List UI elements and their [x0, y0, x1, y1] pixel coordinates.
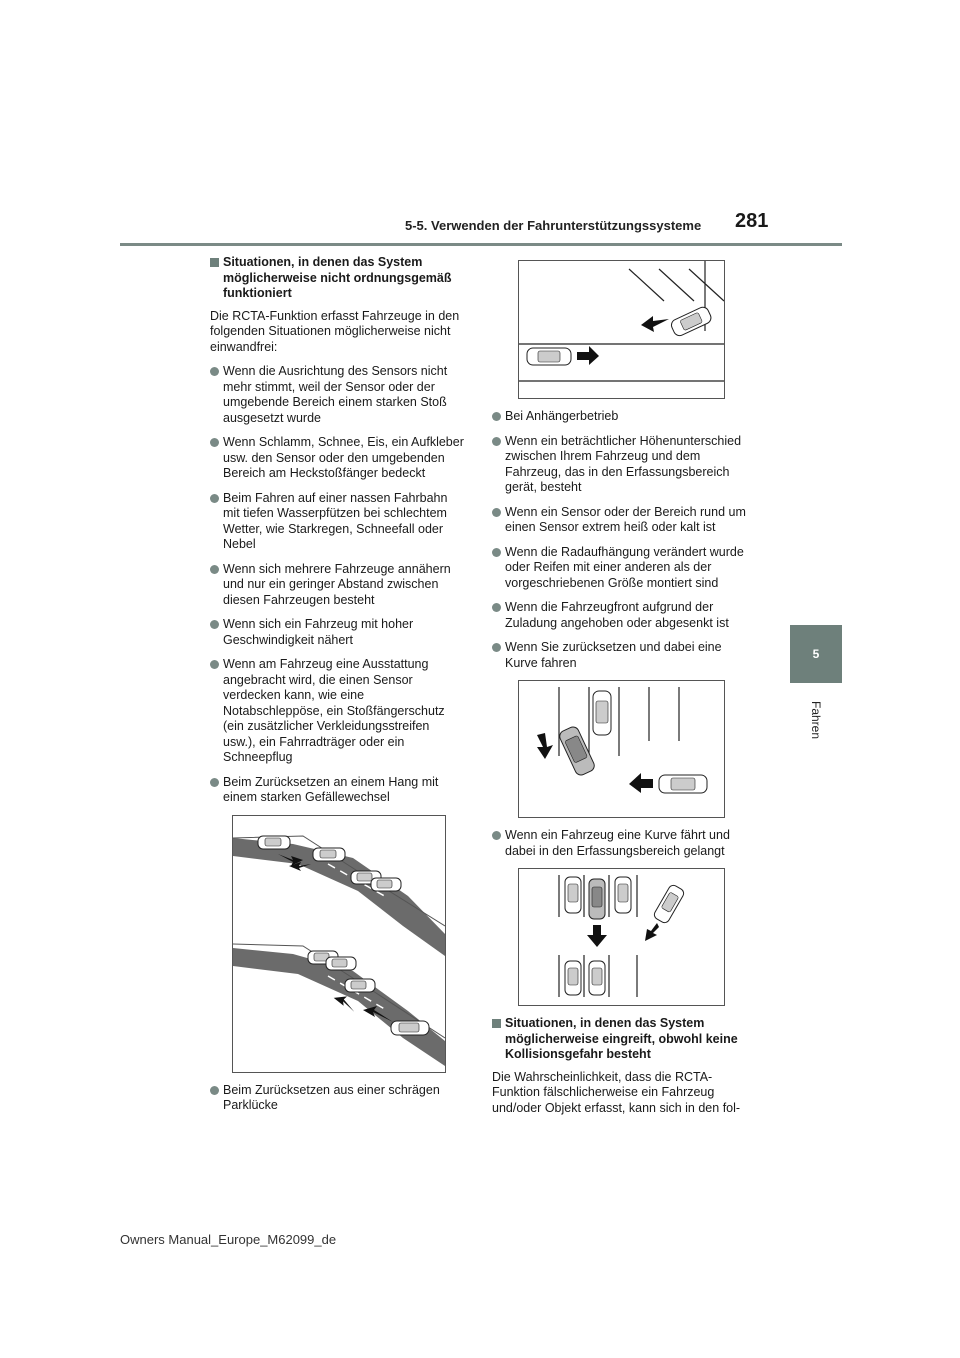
list-item-text: Bei Anhängerbetrieb [505, 409, 619, 423]
bullet-dot-icon [492, 643, 501, 652]
parking-line [689, 269, 724, 301]
bullet-dot-icon [210, 620, 219, 629]
chapter-tab[interactable]: 5 [790, 625, 842, 683]
chapter-label-text: Fahren [809, 700, 823, 740]
bullet-dot-icon [210, 494, 219, 503]
list-item-text: Wenn sich mehrere Fahrzeuge annähern und nur ein geringer Abstand zwischen diesen Fahrzeugen besteht [223, 561, 451, 607]
section-heading-false-alarm [492, 1016, 747, 1063]
curve-reverse-illustration [518, 680, 725, 818]
car-icon [558, 725, 596, 777]
running-header-title: 5-5. Verwenden der Fahrunterstützungssysteme [405, 218, 702, 233]
turning-vehicle-diagram [519, 869, 724, 1005]
bullet-dot-icon [210, 565, 219, 574]
car-icon [258, 836, 290, 849]
list-item [492, 640, 747, 671]
list-item [210, 775, 465, 806]
bullet-dot-icon [210, 660, 219, 669]
parking-line [659, 269, 694, 301]
bullet-dot-icon [492, 412, 501, 421]
list-item-text: Wenn Schlamm, Schnee, Eis, ein Aufkleber usw. den Sensor oder den umgebenden Bereich am Heckstoßfänger bedeckt [223, 435, 464, 480]
curve-reverse-diagram [519, 681, 724, 817]
section-heading-malfunction [210, 255, 465, 302]
list-item-text: Wenn die Radaufhängung verändert wurde oder Reifen mit einer anderen als der vorgeschriebenen Größe montiert sind [505, 544, 744, 590]
car-icon [615, 877, 631, 913]
car-icon [669, 305, 712, 337]
section-heading-text: Situationen, in denen das System möglicherweise nicht ordnungsgemäß funktioniert [223, 255, 452, 300]
list-item-text: Wenn Sie zurücksetzen und dabei eine Kurve fahren [505, 640, 722, 670]
chapter-label [790, 692, 842, 752]
car-icon [391, 1021, 429, 1035]
list-item [492, 409, 747, 425]
bullet-dot-icon [210, 438, 219, 447]
list-item-text: Wenn sich ein Fahrzeug mit hoher Geschwindigkeit nähert [223, 617, 414, 647]
list-item [210, 1083, 465, 1114]
parking-line [629, 269, 664, 301]
list-item-text: Beim Zurücksetzen an einem Hang mit einem starken Gefällewechsel [223, 774, 439, 804]
list-item [210, 562, 465, 609]
square-bullet-icon [492, 1019, 501, 1028]
angled-parking-illustration [518, 260, 725, 399]
arrow-icon [645, 923, 659, 941]
bullet-dot-icon [492, 508, 501, 517]
slope-diagram [233, 816, 445, 1072]
bullet-dot-icon [210, 367, 219, 376]
arrow-icon [641, 316, 669, 332]
car-icon [589, 879, 605, 919]
arrow-icon [629, 773, 653, 793]
square-bullet-icon [210, 258, 219, 267]
header-rule [120, 243, 842, 246]
arrow-icon [537, 733, 553, 759]
right-column [492, 260, 747, 1125]
car-icon [593, 691, 611, 735]
car-icon [565, 877, 581, 913]
list-item [210, 435, 465, 482]
list-item [492, 434, 747, 496]
bullet-dot-icon [210, 778, 219, 787]
bullet-dot-icon [492, 831, 501, 840]
left-column [210, 255, 465, 1123]
false-alarm-paragraph: Die Wahrscheinlichkeit, dass die RCTA-Funktion fälschlicherweise ein Fahrzeug und/oder Objekt erfasst, kann sich in den fol- [492, 1069, 741, 1115]
list-item [210, 364, 465, 426]
angled-parking-diagram [519, 261, 724, 398]
section-heading-text: Situationen, in denen das System möglicherweise eingreift, obwohl keine Kollisionsgefahr besteht [505, 1016, 738, 1061]
arrow-icon [577, 346, 599, 365]
arrow-icon [587, 925, 607, 947]
car-icon [659, 775, 707, 793]
list-item-text: Beim Fahren auf einer nassen Fahrbahn mit tiefen Wasserpfützen bei schlechtem Wetter, wie Starkregen, Schneefall oder Nebel [223, 490, 448, 551]
list-item [210, 657, 465, 766]
bullet-dot-icon [492, 603, 501, 612]
car-icon [371, 878, 401, 891]
car-icon [326, 957, 356, 970]
car-icon [345, 979, 375, 992]
car-icon [527, 348, 571, 365]
list-item [492, 828, 747, 859]
list-item-text: Wenn ein Sensor oder der Bereich rund um einen Sensor extrem heiß oder kalt ist [505, 504, 746, 534]
bullet-dot-icon [492, 548, 501, 557]
list-item [210, 491, 465, 553]
list-item-text: Wenn die Fahrzeugfront aufgrund der Zuladung angehoben oder abgesenkt ist [505, 600, 729, 630]
car-icon [589, 961, 605, 995]
turning-vehicle-illustration [518, 868, 725, 1006]
footer-text: Owners Manual_Europe_M62099_de [120, 1232, 337, 1247]
list-item [210, 617, 465, 648]
list-item-text: Wenn die Ausrichtung des Sensors nicht mehr stimmt, weil der Sensor oder der umgebende Bereich einem starken Stoß ausgesetzt wurde [223, 364, 448, 425]
list-item-text: Wenn ein Fahrzeug eine Kurve fährt und dabei in den Erfassungsbereich gelangt [505, 828, 730, 858]
list-item-text: Wenn am Fahrzeug eine Ausstattung angebracht wird, die einen Sensor verdecken kann, wie eine Notabschleppöse, ein Stoßfängerschutz (ein zusätzlicher Verkleidungsstreifen usw.), ein Fahrradträger oder ein Schneepflug [223, 657, 445, 764]
list-item [492, 505, 747, 536]
slope-illustration [232, 815, 446, 1073]
bullet-dot-icon [492, 437, 501, 446]
car-icon [313, 848, 345, 861]
car-icon [565, 961, 581, 995]
page-number: 281 [735, 210, 769, 232]
list-item-text: Beim Zurücksetzen aus einer schrägen Parklücke [223, 1082, 440, 1112]
list-item [492, 600, 747, 631]
list-item [492, 545, 747, 592]
bullet-dot-icon [210, 1086, 219, 1095]
car-icon [653, 884, 686, 925]
list-item-text: Wenn ein beträchtlicher Höhenunterschied zwischen Ihrem Fahrzeug und dem Fahrzeug, das in den Erfassungsbereich gerät, besteht [505, 433, 742, 494]
intro-paragraph: Die RCTA-Funktion erfasst Fahrzeuge in den folgenden Situationen möglicherweise nicht einwandfrei: [210, 308, 460, 354]
